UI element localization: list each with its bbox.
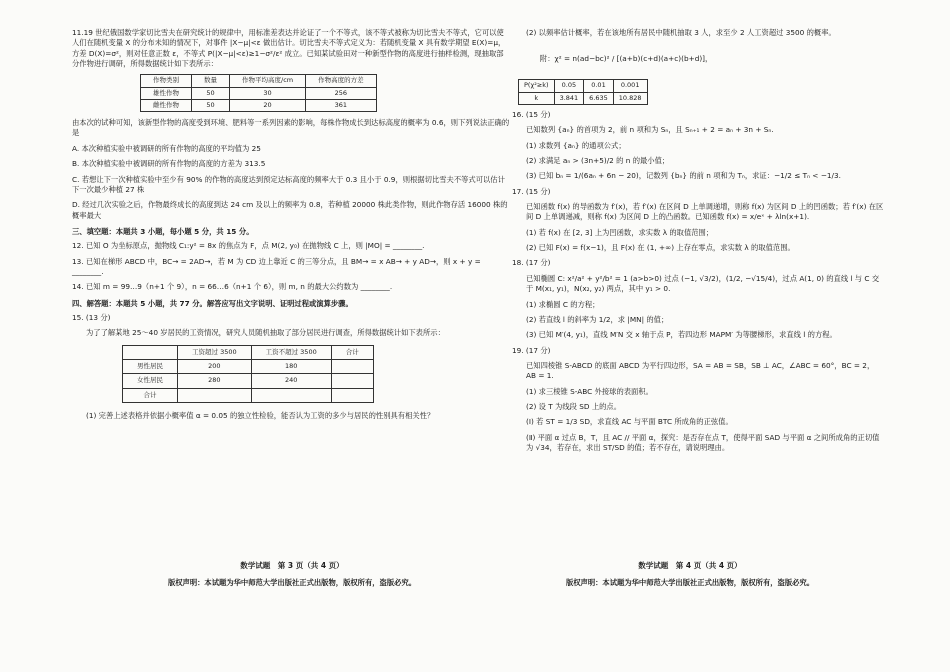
section-3-title: 三、填空题：本题共 3 小题，每小题 5 分，共 15 分。 <box>72 226 254 236</box>
table-cell: 雄性作物 <box>141 87 192 99</box>
q15-heading: 15. (13 分) <box>72 313 111 323</box>
table-cell <box>178 388 252 402</box>
table-cell: 200 <box>178 360 252 374</box>
table-row <box>141 99 377 111</box>
table-cell: 50 <box>192 99 230 111</box>
table-header: 合计 <box>331 345 373 359</box>
crop-data-table <box>140 74 377 112</box>
q16-heading: 16. (15 分) <box>512 109 551 119</box>
table-cell: 3.841 <box>554 92 584 104</box>
q17-heading: 17. (15 分) <box>512 186 551 196</box>
q19-intro: 已知四棱锥 S-ABCD 的底面 ABCD 为平行四边形，SA = AB = SB，SB ⊥ AC，∠ABC = 60°，BC = 2，AB = 1. <box>526 360 875 381</box>
q14: 14. 已知 m = 99…9（n+1 个 9），n = 66…6（n+1 个 6），则 m, n 的最大公约数为 ________. <box>72 282 393 292</box>
table-cell: 10.828 <box>613 92 647 104</box>
table-cell: 180 <box>251 360 331 374</box>
table-cell <box>331 360 373 374</box>
q18-part-3: (3) 已知 M′(4, y₁)，直线 M′N 交 x 轴于点 P，若四边形 MAPM′ 为等腰梯形，求直线 l 的方程。 <box>526 330 837 340</box>
page-3-copyright: 版权声明：本试题为华中师范大学出版社正式出版物，版权所有，盗版必究。 <box>167 578 417 587</box>
section-4-title: 四、解答题：本题共 5 小题，共 77 分。解答应写出文字说明、证明过程或演算步骤。 <box>72 298 353 308</box>
table-cell: 0.05 <box>554 80 584 92</box>
page-3-footer: 数学试题 第 3 页（共 4 页） <box>240 561 344 570</box>
q15-part-1: (1) 完善上述表格并依据小概率值 α = 0.05 的独立性检验，能否认为工资的多少与居民的性别具有相关性？ <box>86 410 435 420</box>
table-row <box>141 87 377 99</box>
critical-value-table <box>518 79 648 104</box>
table-cell: 男性居民 <box>123 360 178 374</box>
q11-option-d: D. 经过几次实验之后，作物最终成长的高度到达 24 cm 及以上的频率为 0.8，若种植 20000 株此类作物，则此作物存活 16000 株的概率最大 <box>72 200 508 220</box>
table-cell: 361 <box>306 99 377 111</box>
table-cell: 280 <box>178 374 252 388</box>
chi-square-formula <box>512 43 884 74</box>
table-cell <box>251 388 331 402</box>
table-cell: P(χ²≥k) <box>519 80 555 92</box>
table-row <box>141 75 377 87</box>
q16-intro: 已知数列 {aₙ} 的首项为 2，前 n 项和为 Sₙ，且 Sₙ₊₁ + 2 = aₙ + 3n + Sₙ. <box>526 125 774 135</box>
page-3-column <box>72 28 510 426</box>
q18-part-2: (2) 若直线 l 的斜率为 1/2，求 |MN| 的值； <box>526 314 669 324</box>
q19-part-2: (2) 设 T 为线段 SD 上的点。 <box>526 402 622 412</box>
table-cell: 6.635 <box>584 92 614 104</box>
table-header: 作物平均高度/cm <box>230 75 306 87</box>
q19-heading: 19. (17 分) <box>512 345 551 355</box>
table-cell: 女性居民 <box>123 374 178 388</box>
q11-intro: 11.19 世纪俄国数学家切比雪夫在研究统计的规律中，用标准差表达并论证了一个不等式，该不等式被称为切比雪夫不等式，它可以使人们在随机变量 X 的分布未知的情况下，对事件 |X−μ|<ε 做出估计。切比雪夫不等式定义为：若随机变量 X 具有数学期望 E(X)=μ，方差 D(X)=σ²，则对任意正数 ε，不等式 P(|X−μ|<ε)≥1−σ²/ε² 成立。已知某试验田对一种新型作物的高度进行抽样检测，现抽取部分作物进行调研，所得数据统计如下表所示： <box>72 28 506 69</box>
table-row <box>519 92 648 104</box>
page-4-copyright: 版权声明：本试题为华中师范大学出版社正式出版物，版权所有，盗版必究。 <box>565 578 815 587</box>
table-cell: 240 <box>251 374 331 388</box>
table-row <box>123 374 374 388</box>
table-cell: 50 <box>192 87 230 99</box>
q17-part-2: (2) 已知 F(x) = f(x−1)，且 F(x) 在 (1, +∞) 上存在零点，求实数 λ 的取值范围。 <box>526 243 795 253</box>
table-cell: 雌性作物 <box>141 99 192 111</box>
table-header: 工资超过 3500 <box>178 345 252 359</box>
q19-part-2-ii: (Ⅱ) 平面 α 过点 B，T，且 AC // 平面 α，探究：是否存在点 T，使得平面 SAD 与平面 α 之间所成角的正切值为 √34，若存在，求出 ST/SD 的值；若不存在，请说明理由。 <box>526 432 880 453</box>
salary-table <box>122 345 374 403</box>
q16-part-2: (2) 求满足 aₙ > (3n+5)/2 的 n 的最小值； <box>526 155 670 165</box>
table-header: 数量 <box>192 75 230 87</box>
q18-intro: 已知椭圆 C: x²/a² + y²/b² = 1 (a>b>0) 过点 (−1, √3/2)，(1/2, −√15/4)，过点 A(1, 0) 的直线 l 与 C 交于 M(x₁, y₁)，N(x₂, y₂) 两点，其中 y₁ > 0. <box>526 273 880 294</box>
q16-part-1: (1) 求数列 {aₙ} 的通项公式； <box>526 140 626 150</box>
q11-option-c: C. 若想让下一次种植实验中至少有 90% 的作物的高度达到预定达标高度的频率大于 0.3 且小于 0.9，则根据切比雪夫不等式可以估计下一次最少种植 27 株 <box>72 174 505 194</box>
table-row <box>123 345 374 359</box>
table-cell: 0.01 <box>584 80 614 92</box>
page-4-footer: 数学试题 第 4 页（共 4 页） <box>638 561 742 570</box>
q15-intro: 为了了解某地 25～40 岁居民的工资情况，研究人员随机抽取了部分居民进行调查，所得数据统计如下表所示： <box>86 328 445 338</box>
table-row <box>519 80 648 92</box>
table-row <box>123 388 374 402</box>
formula-text: 附：χ² = n(ad−bc)² / [(a+b)(c+d)(a+c)(b+d)]， <box>539 53 713 63</box>
q12: 12. 已知 O 为坐标原点，抛物线 C₁:y² = 8x 的焦点为 F，点 M(2, y₀) 在抛物线 C 上，则 |MO| = ________. <box>72 241 425 251</box>
table-cell: 20 <box>230 99 306 111</box>
q11-after-table: 由本次的试种可知，该新型作物的高度受到环境、肥料等一系列因素的影响，每株作物成长到达标高度的概率为 0.6，则下列说法正确的是 <box>72 118 510 138</box>
q13: 13. 已知在梯形 ABCD 中，BC→ = 2AD→，若 M 为 CD 边上靠近 C 的三等分点，且 BM→ = x AB→ + y AD→，则 x + y = ________. <box>72 256 484 277</box>
page-4-column <box>512 28 884 459</box>
table-cell: 合计 <box>123 388 178 402</box>
table-row <box>123 360 374 374</box>
table-cell: 0.001 <box>613 80 647 92</box>
table-header: 工资不超过 3500 <box>251 345 331 359</box>
q15-part-2: (2) 以频率估计概率，若在该地所有居民中随机抽取 3 人，求至少 2 人工资超过 3500 的概率。 <box>526 28 836 37</box>
table-cell: 256 <box>306 87 377 99</box>
table-header <box>123 345 178 359</box>
q16-part-3: (3) 已知 bₙ = 1/(6aₙ + 6n − 20)，记数列 {bₙ} 的前 n 项和为 Tₙ，求证：−1/2 ≤ Tₙ < −1/3. <box>526 171 841 181</box>
table-cell: k <box>519 92 555 104</box>
q11-option-b: B. 本次种植实验中被调研的所有作物的高度的方差为 313.5 <box>72 159 266 169</box>
q18-part-1: (1) 求椭圆 C 的方程； <box>526 299 600 309</box>
q11-option-a: A. 本次种植实验中被调研的所有作物的高度的平均值为 25 <box>72 143 261 153</box>
q19-part-2-i: (Ⅰ) 若 ST = 1/3 SD，求直线 AC 与平面 BTC 所成角的正弦值。 <box>526 417 733 427</box>
q17-part-1: (1) 若 f(x) 在 [2, 3] 上为凹函数，求实数 λ 的取值范围； <box>526 227 714 237</box>
q19-part-1: (1) 求三棱锥 S-ABC 外接球的表面积。 <box>526 386 653 396</box>
q17-intro: 已知函数 f(x) 的导函数为 f′(x)，若 f′(x) 在区间 D 上单调递增，则称 f(x) 为区间 D 上的凹函数；若 f′(x) 在区间 D 上单调递减，则称 f(x) 为区间 D 上的凸函数。已知函数 f(x) = x/eˣ + λln(x+1). <box>526 202 884 222</box>
q18-heading: 18. (17 分) <box>512 258 551 268</box>
table-header: 作物高度的方差 <box>306 75 377 87</box>
table-cell <box>331 374 373 388</box>
table-cell: 30 <box>230 87 306 99</box>
table-header: 作物类别 <box>141 75 192 87</box>
table-cell <box>331 388 373 402</box>
